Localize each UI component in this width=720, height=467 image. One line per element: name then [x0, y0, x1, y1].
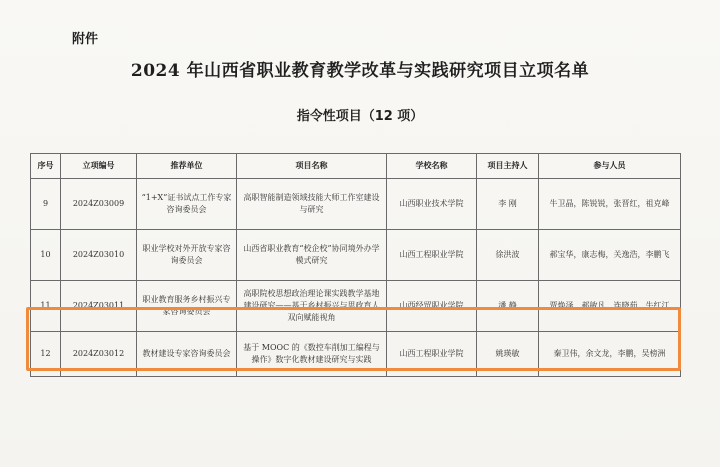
cell-unit: “1+X”证书试点工作专家咨询委员会 [137, 179, 237, 230]
cell-no: 12 [31, 332, 61, 377]
cell-leader: 潘 静 [477, 281, 539, 332]
header-members: 参与人员 [539, 154, 681, 179]
header-unit: 推荐单位 [137, 154, 237, 179]
cell-code: 2024Z03011 [61, 281, 137, 332]
header-code: 立项编号 [61, 154, 137, 179]
header-leader: 项目主持人 [477, 154, 539, 179]
cell-unit: 职业教育服务乡村振兴专家咨询委员会 [137, 281, 237, 332]
cell-code: 2024Z03009 [61, 179, 137, 230]
cell-code: 2024Z03012 [61, 332, 137, 377]
document-title: 2024 年山西省职业教育教学改革与实践研究项目立项名单 [130, 61, 590, 81]
cell-school: 山西职业技术学院 [387, 179, 477, 230]
cell-unit: 职业学校对外开放专家咨询委员会 [137, 230, 237, 281]
cell-no: 9 [31, 179, 61, 230]
cell-project: 基于 MOOC 的《数控车削加工编程与操作》数字化教材建设研究与实践 [237, 332, 387, 377]
project-table [30, 153, 681, 377]
cell-members: 秦卫伟，余文龙，李鹏，吴榜洲 [539, 332, 681, 377]
cell-unit: 教材建设专家咨询委员会 [137, 332, 237, 377]
table-row-highlighted [31, 281, 681, 332]
cell-school: 山西工程职业学院 [387, 332, 477, 377]
cell-project: 山西省职业教育“校企校”协同境外办学模式研究 [237, 230, 387, 281]
cell-members: 贾焕泽，郝敏凡，连晓茹，牛红江 [539, 281, 681, 332]
header-school: 学校名称 [387, 154, 477, 179]
table-row [31, 179, 681, 230]
cell-members: 牛卫晶，陈锐锐，张晋红，祖克峰 [539, 179, 681, 230]
cell-school: 山西工程职业学院 [387, 230, 477, 281]
header-no: 序号 [31, 154, 61, 179]
attachment-label: 附件 [72, 32, 99, 47]
cell-code: 2024Z03010 [61, 230, 137, 281]
cell-school: 山西经贸职业学院 [387, 281, 477, 332]
cell-leader: 李 刚 [477, 179, 539, 230]
cell-leader: 姚瑛敏 [477, 332, 539, 377]
cell-project: 高职智能制造领域技能大师工作室建设与研究 [237, 179, 387, 230]
cell-no: 11 [31, 281, 61, 332]
cell-leader: 徐洪波 [477, 230, 539, 281]
table-row [31, 332, 681, 377]
table-header-row [31, 154, 681, 179]
cell-no: 10 [31, 230, 61, 281]
header-project: 项目名称 [237, 154, 387, 179]
table-row [31, 230, 681, 281]
section-title: 指令性项目（12 项） [296, 109, 424, 124]
cell-project: 高职院校思想政治理论课实践教学基地建设研究——基于乡村振兴与思政育人双向赋能视角 [237, 281, 387, 332]
cell-members: 郝宝华，康志梅，关逸浩，李鹏飞 [539, 230, 681, 281]
